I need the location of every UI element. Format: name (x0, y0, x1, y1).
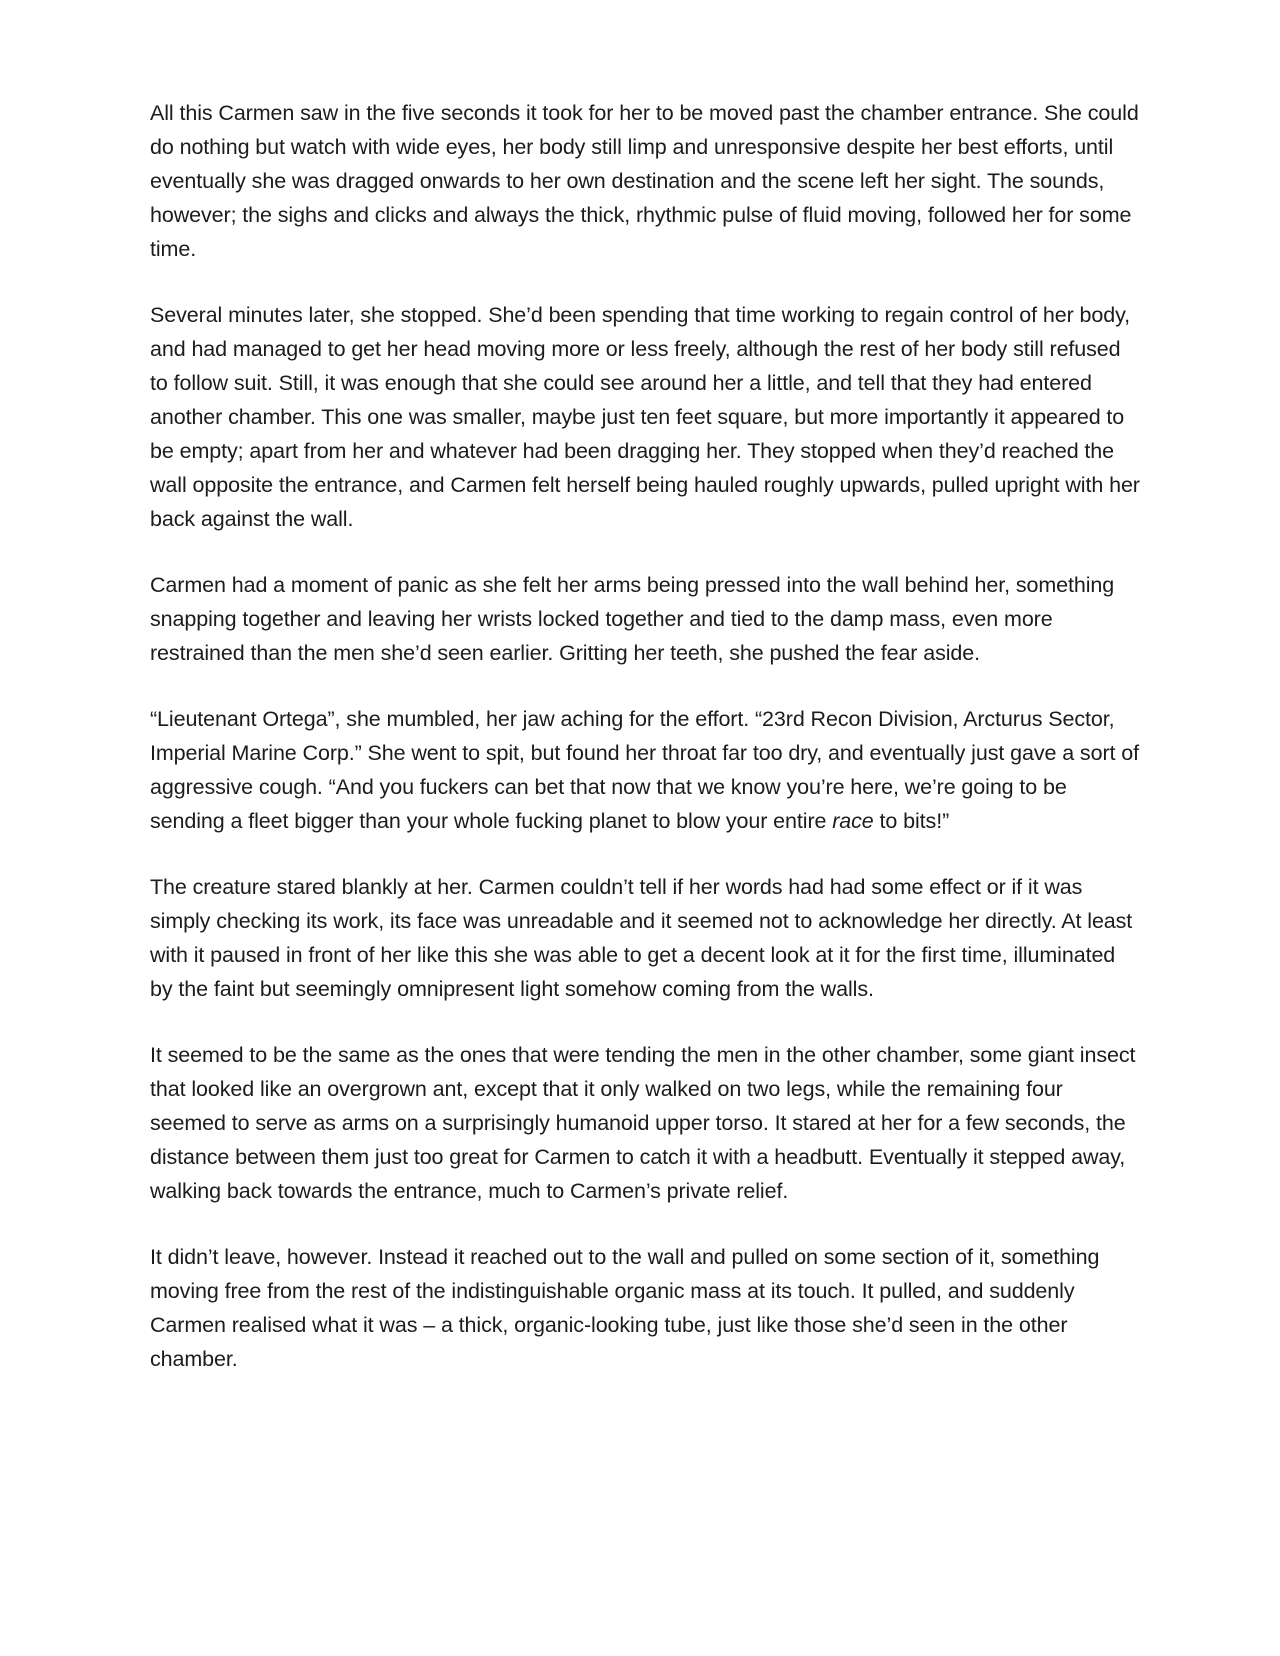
paragraph-6: It seemed to be the same as the ones that were tending the men in the other chamber, some giant insect that looked like an overgrown ant, except that it only walked on two legs, while the remaining four seemed to serve as arms on a surprisingly humanoid upper torso. It stared at her for a few seconds, the distance between them just too great for Carmen to catch it with a headbutt. Eventually it stepped away, walking back towards the entrance, much to Carmen’s private relief. (150, 1043, 1136, 1203)
paragraph-3: Carmen had a moment of panic as she felt her arms being pressed into the wall behind her, something snapping together and leaving her wrists locked together and tied to the damp mass, even more restrained than the men she’d seen earlier. Gritting her teeth, she pushed the fear aside. (150, 573, 1115, 665)
paragraph-4-text-a: “Lieutenant Ortega”, she mumbled, her jaw aching for the effort. “23rd Recon Division, Arcturus Sector, Imperial Marine Corp.” She went to spit, but found her throat far too dry, and eventually just gave a sort of aggressive cough. “And you fuckers can bet that now that we know you’re here, we’re going to be sending a fleet bigger than your whole fucking planet to blow your entire (150, 707, 1139, 833)
paragraph-4-text-b: to bits!” (873, 809, 950, 833)
paragraph-7: It didn’t leave, however. Instead it reached out to the wall and pulled on some section of it, something moving free from the rest of the indistinguishable organic mass at its touch. It pulled, and suddenly Carmen realised what it was – a thick, organic-looking tube, just like those she’d seen in the other chamber. (150, 1245, 1100, 1371)
paragraph-1: All this Carmen saw in the five seconds it took for her to be moved past the chamber entrance. She could do nothing but watch with wide eyes, her body still limp and unresponsive despite her best efforts, until eventually she was dragged onwards to her own destination and the scene left her sight. The sounds, however; the sighs and clicks and always the thick, rhythmic pulse of fluid moving, followed her for some time. (150, 101, 1139, 261)
paragraph-2: Several minutes later, she stopped. She’d been spending that time working to regain control of her body, and had managed to get her head moving more or less freely, although the rest of her body still refused to follow suit. Still, it was enough that she could see around her a little, and tell that they had entered another chamber. This one was smaller, maybe just ten feet square, but more importantly it appeared to be empty; apart from her and whatever had been dragging her. They stopped when they’d reached the wall opposite the entrance, and Carmen felt herself being hauled roughly upwards, pulled upright with her back against the wall. (150, 303, 1140, 531)
document-body (150, 96, 1142, 1408)
paragraph-5: The creature stared blankly at her. Carmen couldn’t tell if her words had had some effect or if it was simply checking its work, its face was unreadable and it seemed not to acknowledge her directly. At least with it paused in front of her like this she was able to get a decent look at it for the first time, illuminated by the faint but seemingly omnipresent light somehow coming from the walls. (150, 875, 1133, 1001)
paragraph-4-italic-word: race (832, 809, 874, 833)
paragraph-4 (150, 702, 1142, 838)
